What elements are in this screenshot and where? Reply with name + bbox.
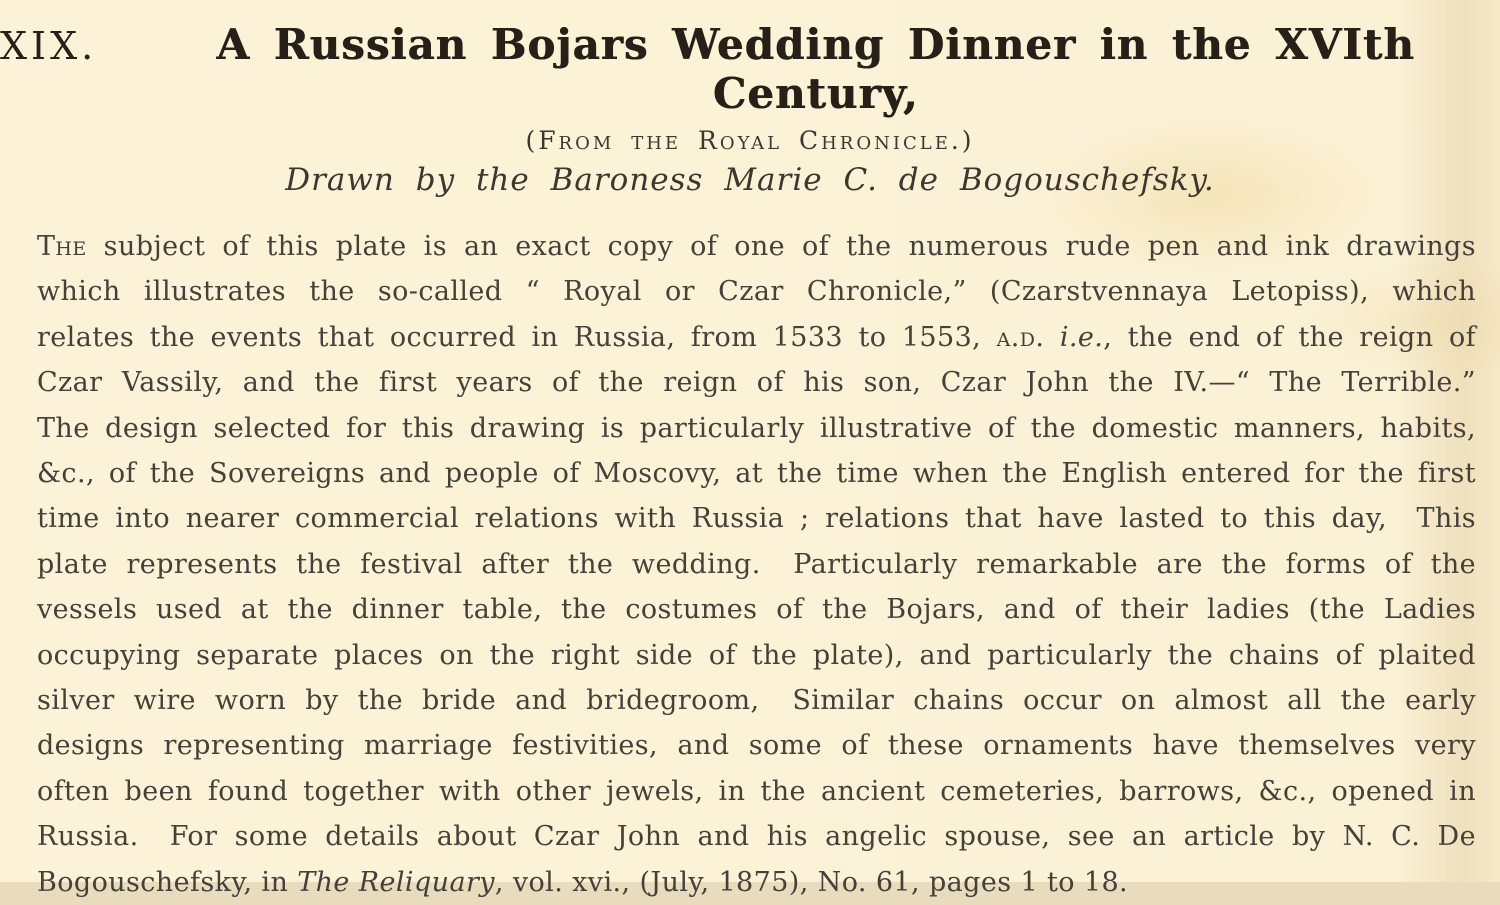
section-number: XIX. xyxy=(0,24,98,68)
body-text-segment: designs representing marriage festivities, and some of these ornaments have themselves very xyxy=(37,730,1476,762)
page-header xyxy=(0,0,1500,198)
body-text-segment: i.e. xyxy=(1059,321,1104,353)
byline: Drawn by the Baroness Marie C. de Bogouschefsky. xyxy=(285,162,1215,198)
body-text-segment: , the end of the reign of xyxy=(1103,321,1477,353)
body-text-segment: The design selected for this drawing is particularly illustrative of the domestic manners, habits, xyxy=(37,412,1476,444)
body-text-segment: a.d. xyxy=(996,321,1045,353)
body-text-segment: Bogouschefsky, in xyxy=(37,866,298,898)
body-line xyxy=(37,678,1476,723)
body-text-segment: plate represents the festival after the wedding. Particularly remarkable are the forms of the xyxy=(37,548,1476,580)
body-line xyxy=(37,769,1476,814)
body-line xyxy=(37,542,1476,587)
body-text-segment: , vol. xvi., (July, 1875), No. 61, pages 1 to 18. xyxy=(494,866,1129,898)
body-line xyxy=(37,315,1476,360)
body-line xyxy=(37,360,1476,405)
body-text-segment: vessels used at the dinner table, the costumes of the Bojars, and of their ladies (the Ladies xyxy=(37,594,1476,626)
body-line xyxy=(37,860,1476,905)
body-line xyxy=(37,723,1476,768)
body-text-segment: Russia. For some details about Czar John and his angelic spouse, see an article by N. C. De xyxy=(37,821,1476,853)
body-line xyxy=(37,633,1476,678)
body-line xyxy=(37,406,1476,451)
body-text-segment: which illustrates the so-called “ Royal or Czar Chronicle,” (Czarstvennaya Letopiss), which xyxy=(37,276,1476,308)
body-text-segment: The xyxy=(37,231,87,262)
body-line xyxy=(37,587,1476,632)
page-title xyxy=(0,20,1500,118)
body-text-segment: relates the events that occurred in Russia, from 1533 to 1553, xyxy=(37,321,997,353)
title-text: A Russian Bojars Wedding Dinner in the XVIth Century, xyxy=(216,20,1415,118)
body-line xyxy=(37,224,1476,269)
body-paragraph xyxy=(37,224,1476,905)
body-text-segment: occupying separate places on the right side of the plate), and particularly the chains of plaited xyxy=(37,639,1476,671)
body-text-segment: subject of this plate is an exact copy of one of the numerous rude pen and ink drawings xyxy=(86,231,1476,262)
body-line xyxy=(37,496,1476,541)
subtitle: (From the Royal Chronicle.) xyxy=(525,126,975,155)
body-line xyxy=(37,814,1476,859)
body-text-segment: time into nearer commercial relations with Russia ; relations that have lasted to this day, This xyxy=(37,503,1476,535)
body-line xyxy=(37,451,1476,496)
body-text-segment xyxy=(1044,322,1059,353)
body-text-segment: often been found together with other jewels, in the ancient cemeteries, barrows, &c., opened in xyxy=(37,775,1476,807)
body-text-segment: silver wire worn by the bride and bridegroom, Similar chains occur on almost all the early xyxy=(37,685,1476,717)
body-text-segment: The Reliquary xyxy=(297,866,495,898)
body-line xyxy=(37,269,1476,314)
body-text-segment: &c., of the Sovereigns and people of Moscovy, at the time when the English entered for the first xyxy=(37,458,1476,490)
body-text-segment: Czar Vassily, and the first years of the reign of his son, Czar John the IV.—“ The Terrible.” xyxy=(37,367,1476,399)
